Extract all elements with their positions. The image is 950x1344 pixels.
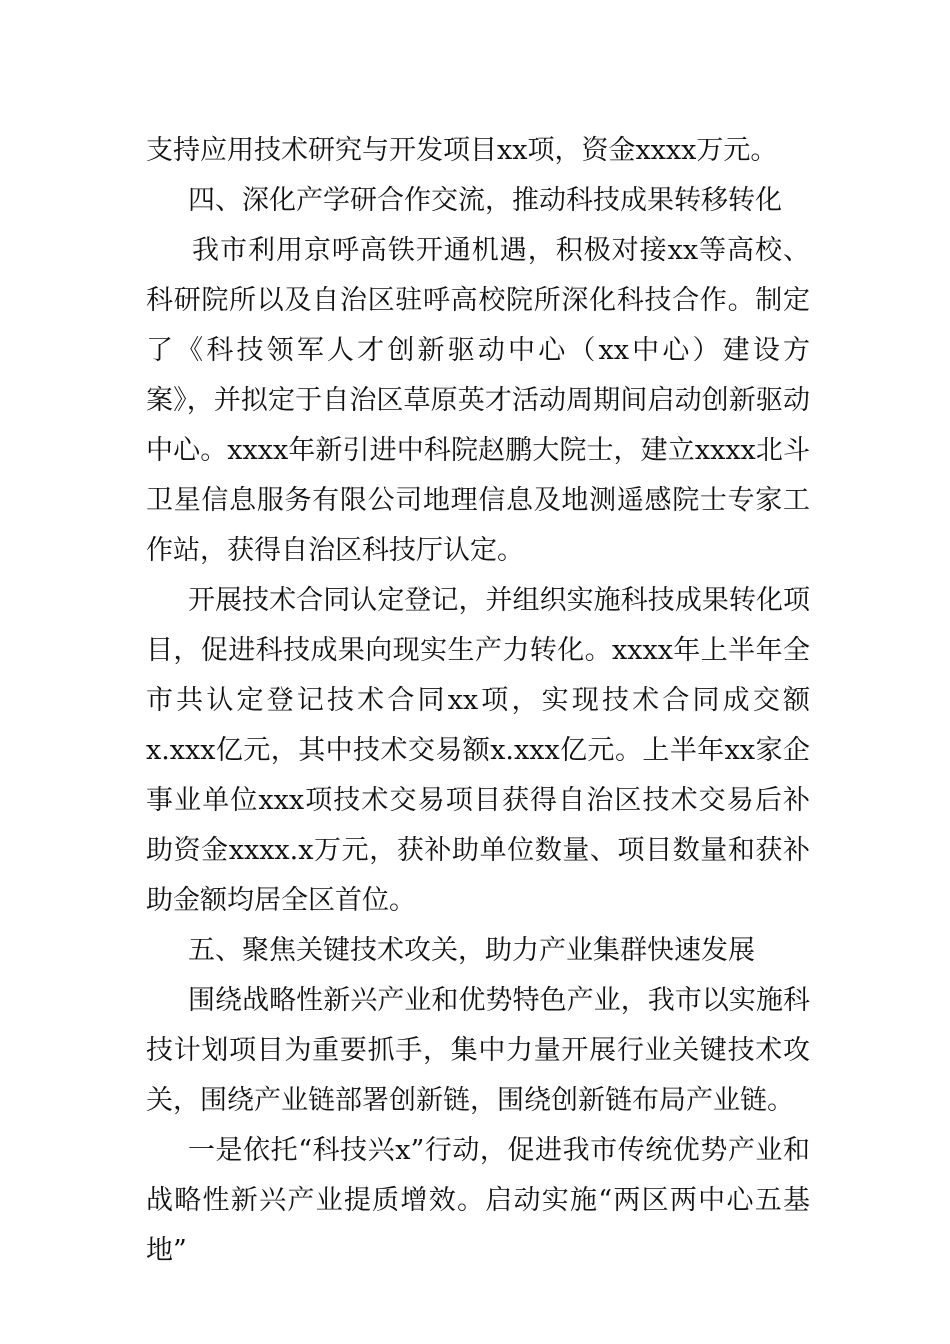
paragraph-continuation: 支持应用技术研究与开发项目xx项，资金xxxx万元。 — [146, 135, 778, 166]
body-text — [146, 126, 810, 1276]
section-heading-4: 四、深化产学研合作交流，推动科技成果转移转化 — [188, 185, 782, 216]
paragraph-action-plan: 一是依托“科技兴x”行动，促进我市传统优势产业和战略性新兴产业提质增效。启动实施“两区两中心五基地” — [146, 1135, 810, 1266]
paragraph-industry-focus: 围绕战略性新兴产业和优势特色产业，我市以实施科技计划项目为重要抓手，集中力量开展行业关键技术攻关，围绕产业链部署创新链，围绕创新链布局产业链。 — [146, 985, 810, 1116]
paragraph-technology-contracts: 开展技术合同认定登记，并组织实施科技成果转化项目，促进科技成果向现实生产力转化。xxxx年上半年全市共认定登记技术合同xx项，实现技术合同成交额x.xxx亿元，其中技术交易额x.xxx亿元。上半年xx家企事业单位xxx项技术交易项目获得自治区技术交易后补助资金xxxx.x万元，获补助单位数量、项目数量和获补助金额均居全区首位。 — [146, 585, 810, 916]
section-heading-5: 五、聚焦关键技术攻关，助力产业集群快速发展 — [188, 935, 755, 966]
paragraph-cooperation: 我市利用京呼高铁开通机遇，积极对接xx等高校、科研院所以及自治区驻呼高校院所深化科技合作。制定了《科技领军人才创新驱动中心（xx中心）建设方案》，并拟定于自治区草原英才活动周期间启动创新驱动中心。xxxx年新引进中科院赵鹏大院士，建立xxxx北斗卫星信息服务有限公司地理信息及地测遥感院士专家工作站，获得自治区科技厅认定。 — [146, 235, 810, 566]
